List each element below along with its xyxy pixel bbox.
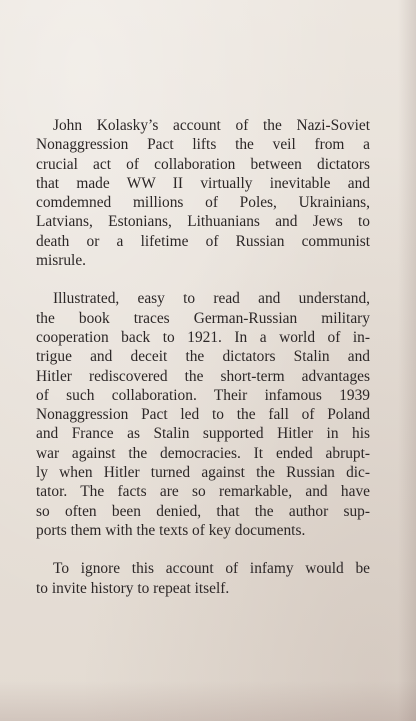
text-line: misrule. (36, 252, 87, 270)
text-line: the book traces German-Russian military (36, 309, 370, 327)
blurb-paragraph-1 (36, 116, 370, 270)
page-bottom-shadow (0, 681, 416, 721)
text-line: of such collaboration. Their infamous 1939 (36, 386, 370, 404)
text-line: To ignore this account of infamy would be (53, 560, 370, 578)
blurb-paragraph-2 (36, 289, 370, 540)
text-line: John Kolasky’s account of the Nazi-Soviet (53, 117, 370, 134)
text-line: to invite history to repeat itself. (36, 579, 230, 597)
text-line: that made WW II virtually inevitable and (36, 174, 370, 192)
text-line: Illustrated, easy to read and understand, (53, 290, 370, 308)
text-line: crucial act of collaboration between dictators (36, 155, 370, 173)
text-line: tator. The facts are so remarkable, and have (36, 483, 370, 501)
text-line: cooperation back to 1921. In a world of in- (36, 328, 370, 346)
text-line: ports them with the texts of key documents. (36, 521, 306, 539)
blurb-text (36, 116, 370, 598)
text-line: Latvians, Estonians, Lithuanians and Jews to (36, 213, 370, 231)
text-line: so often been denied, that the author sup- (36, 502, 370, 520)
text-line: death or a lifetime of Russian communist (36, 232, 370, 250)
text-line: war against the democracies. It ended abrupt- (36, 444, 370, 462)
page-edge-shadow (398, 0, 416, 721)
text-line: Nonaggression Pact lifts the veil from a (36, 136, 370, 154)
blurb-paragraph-3 (36, 559, 370, 598)
text-line: Hitler rediscovered the short-term advantages (36, 367, 370, 385)
text-line: ly when Hitler turned against the Russian dic- (36, 464, 370, 482)
text-line: trigue and deceit the dictators Stalin and (36, 348, 370, 366)
text-line: Nonaggression Pact led to the fall of Poland (36, 406, 370, 424)
text-line: comdemned millions of Poles, Ukrainians, (36, 194, 370, 212)
text-line: and France as Stalin supported Hitler in his (36, 425, 370, 443)
